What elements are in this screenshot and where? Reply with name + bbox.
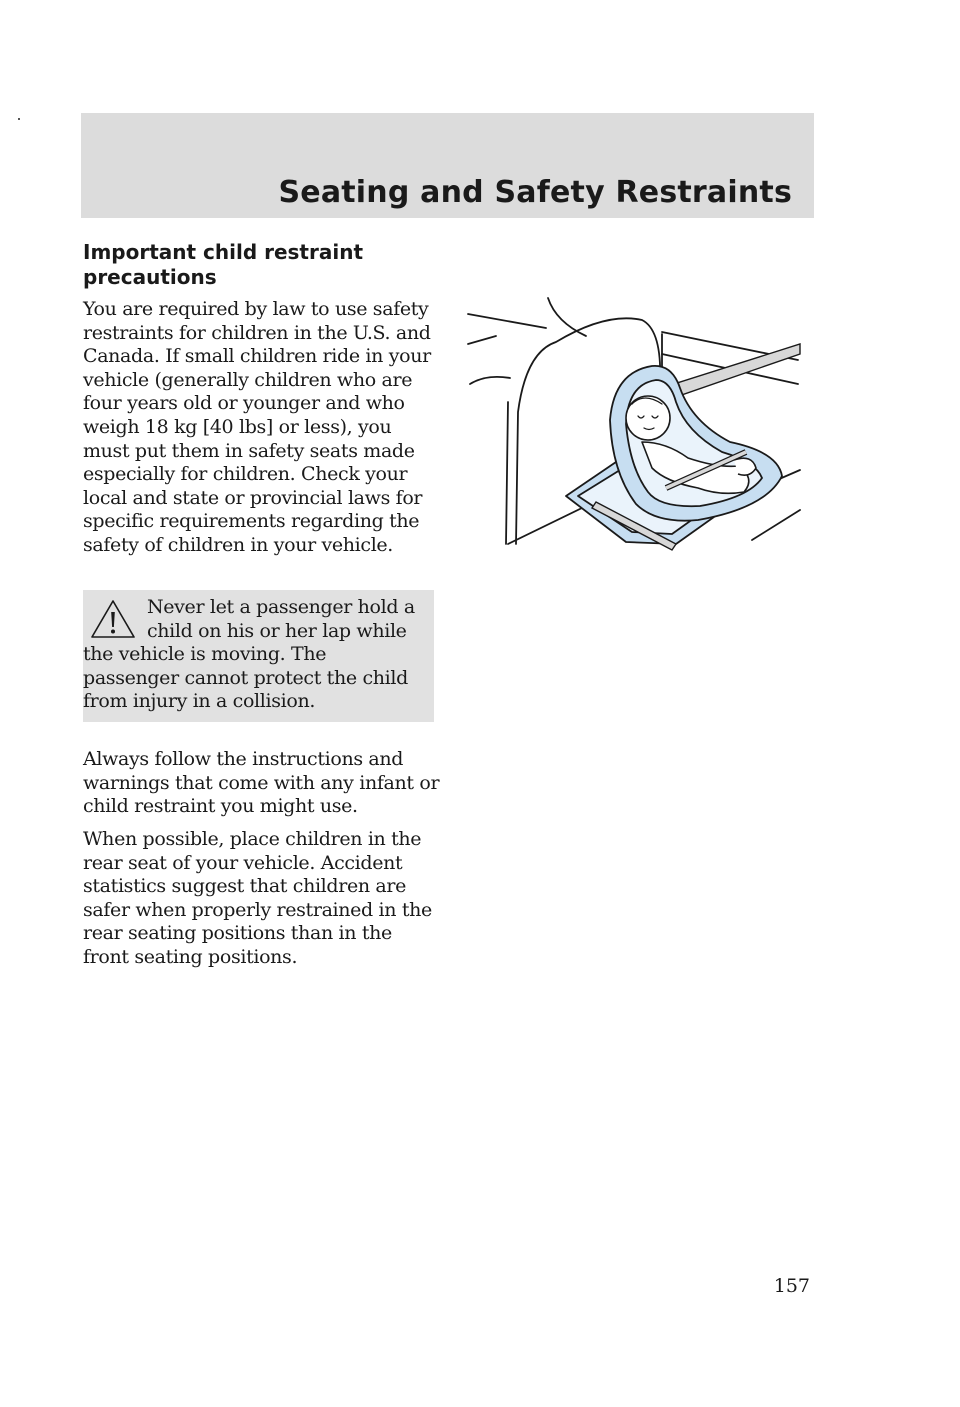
paragraph-legal-requirement: You are required by law to use safety restraints for children in the U.S. and Canada. If small children ride in your vehicle (generally children who are four years old or younger and who weigh 18 kg [40 lbs] or less), you must put them in safety seats made especially for children. Check your local and state or provincial laws for specific requirements regarding the safety of children in your vehicle. [83, 298, 431, 556]
scan-dot [18, 118, 20, 120]
warning-text-content: Never let a passenger hold a child on his or her lap while the vehicle is moving. The passenger cannot protect the child from injury in a collision. [83, 596, 415, 713]
paragraph-rear-seat: When possible, place children in the rear seat of your vehicle. Accident statistics suggest that children are safer when properly restrained in the rear seating positions than in the front seating positions. [83, 828, 432, 968]
page-number: 157 [773, 1275, 810, 1297]
infant-seat-illustration [466, 292, 806, 552]
section-title: Seating and Safety Restraints [278, 175, 792, 210]
header-band [81, 113, 814, 218]
paragraph-follow-instructions: Always follow the instructions and warnings that come with any infant or child restraint you might use. [83, 748, 440, 818]
warning-box [83, 590, 434, 722]
section-heading: Important child restraint precautions [83, 240, 364, 289]
warning-text [83, 596, 425, 714]
